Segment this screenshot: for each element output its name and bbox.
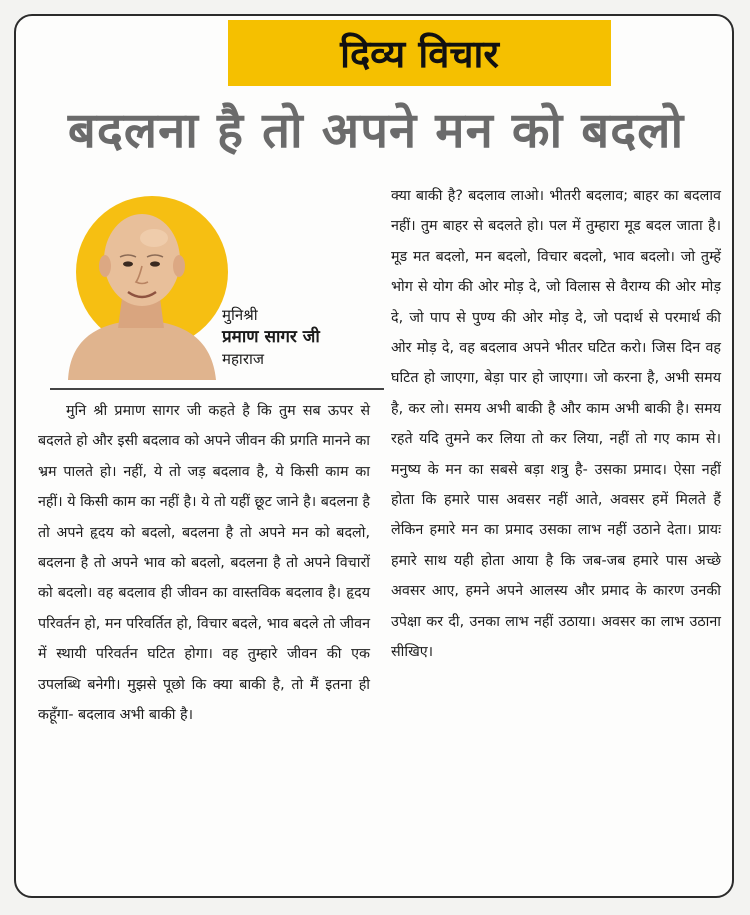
headline: बदलना है तो अपने मन को बदलो [67, 101, 685, 159]
author-byline [222, 304, 320, 370]
author-prefix: मुनिश्री [222, 306, 258, 324]
author-suffix: महाराज [222, 350, 264, 368]
section-banner [228, 20, 611, 86]
article-clipping [14, 14, 734, 898]
byline-divider [50, 388, 384, 390]
author-name: प्रमाण सागर जी [222, 327, 320, 347]
section-label: दिव्य विचार [340, 31, 499, 76]
article-left-column: मुनि श्री प्रमाण सागर जी कहते है कि तुम सब ऊपर से बदलते हो और इसी बदलाव को अपने जीवन की प्रगति मानने का भ्रम पालते हो। नहीं, ये तो जड़ बदलाव है, ये किसी काम का नहीं। ये किसी काम का नहीं है। ये तो यहीं छूट जाने है। बदलना है तो अपने हृदय को बदलो, बदलना है तो अपने मन को बदलो, बदलना है तो अपने भाव को बदलो, बदलना है तो अपने विचारों को बदलो। वह बदलाव ही जीवन का वास्तविक बदलाव है। हृदय परिवर्तन हो, मन परिवर्तित हो, विचार बदले, भाव बदले तो जीवन में स्थायी परिवर्तन घटित होगा। वह तुम्हारे जीवन की एक उपलब्धि बनेगी। मुझसे पूछो कि क्या बाकी है, तो मैं इतना ही कहूँगा- बदलाव अभी बाकी है। [38, 403, 370, 724]
author-portrait [56, 190, 226, 380]
monk-portrait-image [56, 190, 226, 380]
article-right-column: क्या बाकी है? बदलाव लाओ। भीतरी बदलाव; बाहर का बदलाव नहीं। तुम बाहर से बदलते हो। पल में तुम्हारा मूड बदल जाता है। मूड मत बदलो, मन बदलो, विचार बदलो, भाव बदलो। जो तुम्हें भोग से योग की ओर मोड़ दे, जो विलास से वैराग्य की ओर मोड़ दे, जो पाप से पुण्य की ओर मोड़ दे, जो पदार्थ से परमार्थ की ओर मोड़ दे, वह बदलाव अपने भीतर घटित करो। जिस दिन वह घटित हो जाएगा, बेड़ा पार हो जाएगा। जो करना है, अभी समय है, कर लो। समय अभी बाकी है और काम अभी बाकी है। समय रहते यदि तुमने कर लिया तो कर लिया, नहीं तो गए काम से। मनुष्य के मन का सबसे बड़ा शत्रु है- उसका प्रमाद। ऐसा नहीं होता कि हमारे पास अवसर नहीं आते, अवसर हमें मिलते हैं लेकिन हमारे मन का प्रमाद उसका लाभ नहीं उठाने देता। प्रायः हमारे साथ यही होता आया है कि जब-जब हमारे पास अच्छे अवसर आए, हमने अपने आलस्य और प्रमाद के कारण उनकी उपेक्षा कर दी, उनका लाभ नहीं उठाया। अवसर का लाभ उठाना सीखिए। [391, 188, 721, 661]
